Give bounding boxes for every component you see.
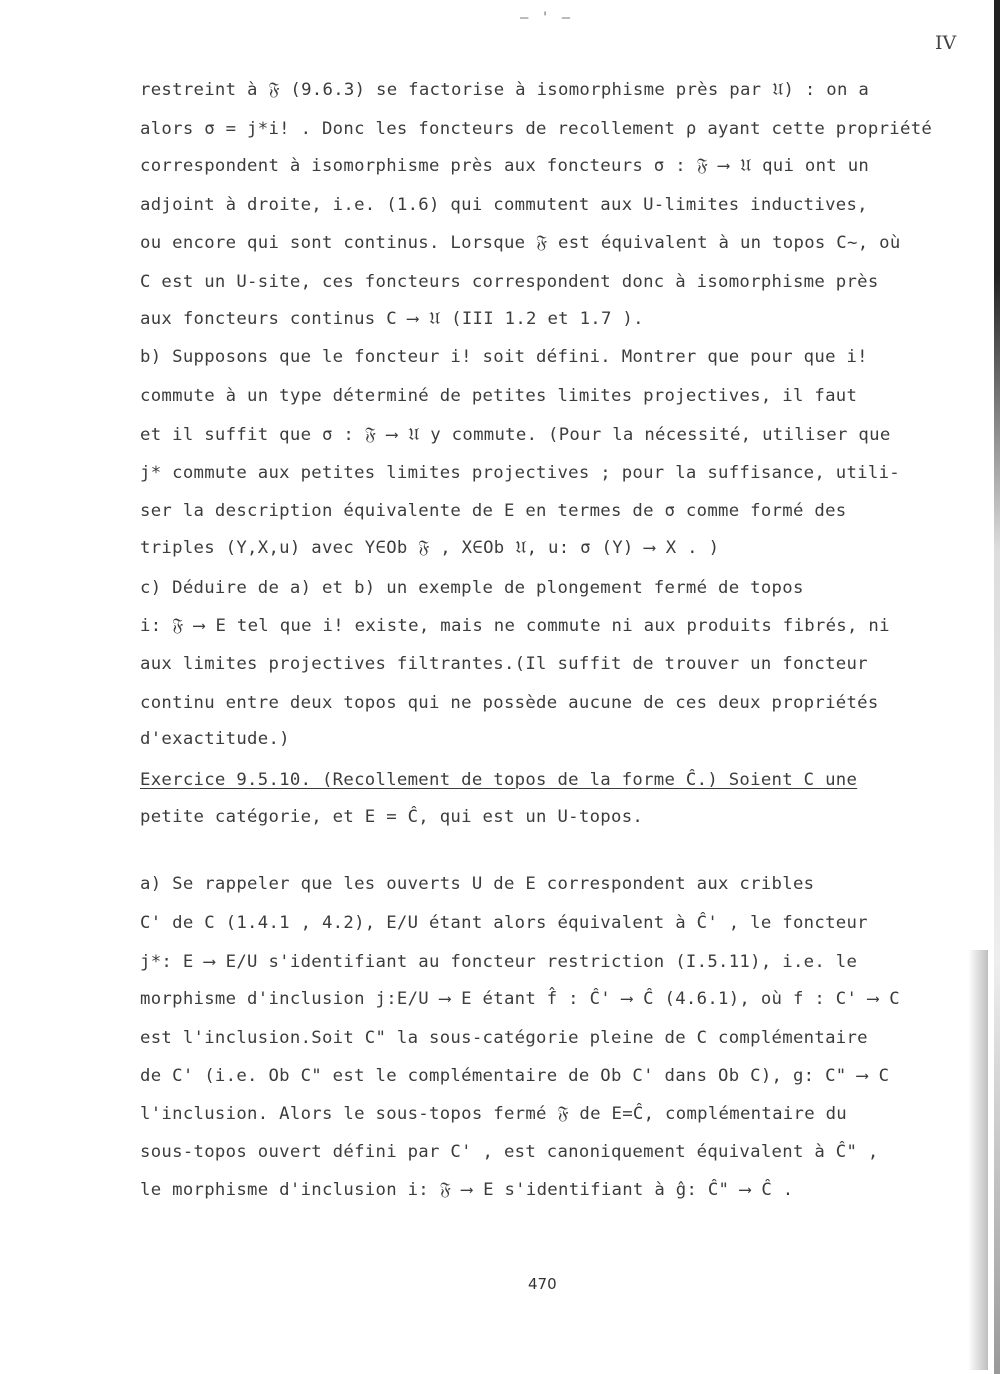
- text-line: correspondent à isomorphisme près aux foncteurs σ : 𝔉 ⟶ 𝔘 qui ont un: [140, 156, 870, 176]
- text-line: aux foncteurs continus C ⟶ 𝔘 (III 1.2 et 1.7 ).: [140, 309, 644, 329]
- text-line: j*: E ⟶ E/U s'identifiant au foncteur restriction (I.5.11), i.e. le: [140, 952, 858, 972]
- exercise-heading: Exercice 9.5.10. (Recollement de topos de la forme Ĉ.) Soient C une: [140, 770, 858, 790]
- text-line: a) Se rappeler que les ouverts U de E correspondent aux cribles: [140, 874, 815, 894]
- text-line: ser la description équivalente de E en termes de σ comme formé des: [140, 501, 847, 521]
- text-line: restreint à 𝔉 (9.6.3) se factorise à isomorphisme près par 𝔘) : on a: [140, 80, 870, 100]
- text-line: petite catégorie, et E = Ĉ, qui est un U-topos.: [140, 807, 644, 827]
- text-line: l'inclusion. Alors le sous-topos fermé 𝔉 de E=Ĉ, complémentaire du: [140, 1104, 848, 1124]
- text-line: aux limites projectives filtrantes.(Il suffit de trouver un foncteur: [140, 654, 868, 674]
- text-line: adjoint à droite, i.e. (1.6) qui commutent aux U-limites inductives,: [140, 195, 868, 215]
- text-line: de C' (i.e. Ob C" est le complémentaire de Ob C' dans Ob C), g: C" ⟶ C: [140, 1066, 890, 1086]
- text-line: continu entre deux topos qui ne possède aucune de ces deux propriétés: [140, 693, 879, 713]
- text-line: j* commute aux petites limites projectives ; pour la suffisance, utili-: [140, 463, 900, 483]
- text-line: C est un U-site, ces foncteurs correspondent donc à isomorphisme près: [140, 272, 879, 292]
- text-line: et il suffit que σ : 𝔉 ⟶ 𝔘 y commute. (Pour la nécessité, utiliser que: [140, 425, 891, 445]
- text-line: C' de C (1.4.1 , 4.2), E/U étant alors équivalent à Ĉ' , le foncteur: [140, 913, 868, 933]
- page-number: 470: [528, 1275, 557, 1293]
- text-line: sous-topos ouvert défini par C' , est canoniquement équivalent à Ĉ" ,: [140, 1142, 879, 1162]
- text-line: d'exactitude.): [140, 729, 290, 749]
- text-line: i: 𝔉 ⟶ E tel que i! existe, mais ne commute ni aux produits fibrés, ni: [140, 616, 890, 636]
- top-mark: – ' –: [520, 10, 573, 26]
- section-number: IV: [935, 32, 957, 54]
- text-line: triples (Y,X,u) avec Y∈Ob 𝔉 , X∈Ob 𝔘, u: σ (Y) ⟶ X . ): [140, 538, 720, 558]
- scan-edge: [994, 0, 1000, 1374]
- text-line: c) Déduire de a) et b) un exemple de plongement fermé de topos: [140, 578, 804, 598]
- text-line: commute à un type déterminé de petites limites projectives, il faut: [140, 386, 858, 406]
- text-line: ou encore qui sont continus. Lorsque 𝔉 est équivalent à un topos C~, où: [140, 233, 901, 253]
- scan-shadow: [968, 950, 988, 1370]
- text-line: le morphisme d'inclusion i: 𝔉 ⟶ E s'identifiant à ĝ: Ĉ" ⟶ Ĉ .: [140, 1180, 794, 1200]
- text-line: morphisme d'inclusion j:E/U ⟶ E étant f̂ : Ĉ' ⟶ Ĉ (4.6.1), où f : C' ⟶ C: [140, 989, 900, 1009]
- text-line: alors σ = j*i! . Donc les foncteurs de recollement ρ ayant cette propriété: [140, 119, 933, 139]
- text-line: est l'inclusion.Soit C" la sous-catégorie pleine de C complémentaire: [140, 1028, 868, 1048]
- text-line: b) Supposons que le foncteur i! soit défini. Montrer que pour que i!: [140, 347, 868, 367]
